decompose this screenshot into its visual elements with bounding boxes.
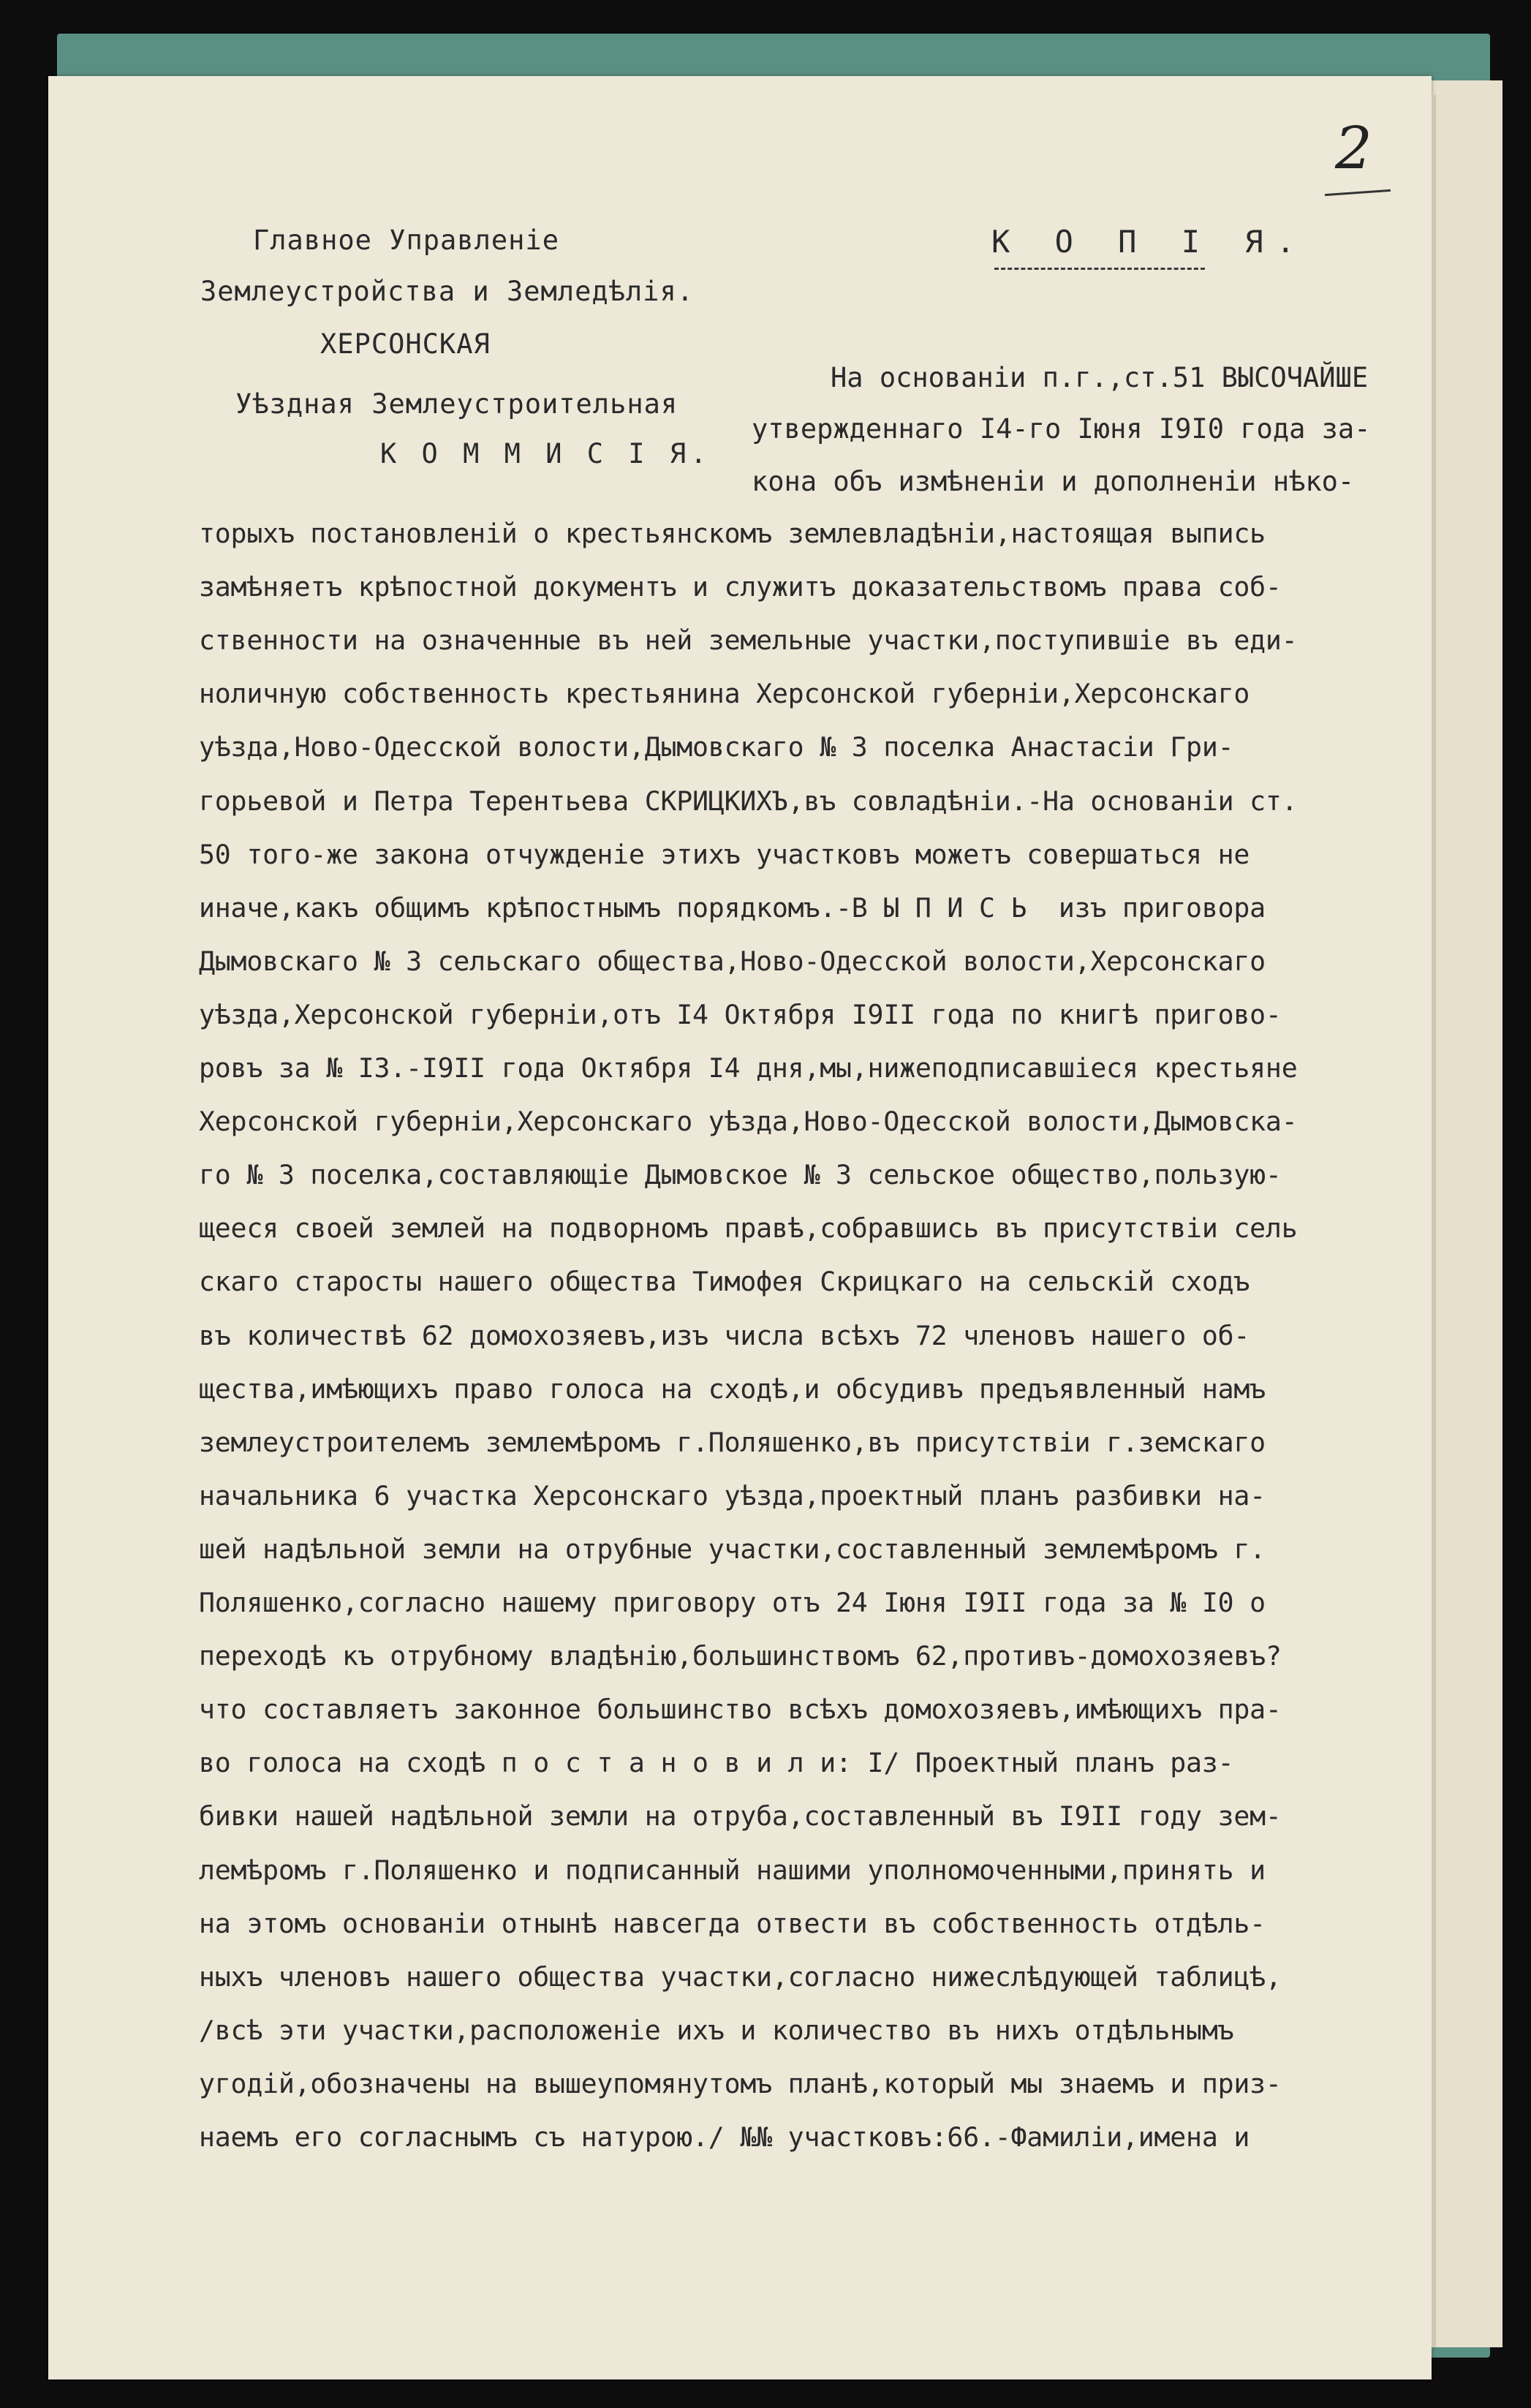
body-line: Дымовскаго № 3 сельскаго общества,Ново-Одесской волости,Херсонскаго xyxy=(199,945,1266,977)
body-line: въ количествѣ 62 домохозяевъ,изъ числа всѣхъ 72 членовъ нашего об- xyxy=(199,1319,1250,1351)
body-line: замѣняетъ крѣпостной документъ и служитъ доказательствомъ права соб- xyxy=(199,571,1282,603)
body-line: что составляетъ законное большинство всѣхъ домохозяевъ,имѣющихъ пра- xyxy=(199,1694,1282,1726)
copy-title: К О П І Я. xyxy=(991,224,1308,260)
body-line: торыхъ постановленій о крестьянскомъ землевладѣніи,настоящая выпись xyxy=(199,518,1266,549)
body-line: землеустроителемъ землемѣромъ г.Поляшенко,въ присутствіи г.земскаго xyxy=(199,1426,1266,1458)
intro-line: На основаніи п.г.,ст.51 ВЫСОЧАЙШЕ xyxy=(831,362,1369,393)
body-line: уѣзда,Херсонской губерніи,отъ I4 Октября I9II года по книгѣ пригово- xyxy=(199,998,1282,1030)
body-line: 50 того-же закона отчужденіе этихъ участковъ можетъ совершаться не xyxy=(199,838,1250,870)
body-line: во голоса на сходѣ п о с т а н о в и л и: I/ Проектный планъ раз- xyxy=(199,1747,1234,1779)
body-line: начальника 6 участка Херсонскаго уѣзда,проектный планъ разбивки на- xyxy=(199,1479,1266,1511)
region-name: ХЕРСОНСКАЯ xyxy=(320,328,491,360)
body-line: Поляшенко,согласно нашему приговору отъ 24 Іюня I9II года за № I0 о xyxy=(199,1587,1266,1618)
body-line: Херсонской губерніи,Херсонскаго уѣзда,Ново-Одесской волости,Дымовска- xyxy=(199,1106,1298,1138)
commission-line-2: К О М М И С І Я. xyxy=(380,438,711,469)
body-line: го № 3 поселка,составляющіе Дымовское № 3 сельское общество,пользую- xyxy=(199,1159,1282,1191)
body-line: иначе,какъ общимъ крѣпостнымъ порядкомъ.-В Ы П И С Ь изъ приговора xyxy=(199,891,1266,924)
body-line: щества,имѣющихъ право голоса на сходѣ,и обсудивъ предъявленный намъ xyxy=(199,1373,1266,1405)
page-number-underline xyxy=(1325,189,1391,196)
body-line: скаго старосты нашего общества Тимофея Скрицкаго на сельскій сходъ xyxy=(199,1266,1250,1298)
body-line: наемъ его согласнымъ съ натурою./ №№ участковъ:66.-Фамиліи,имена и xyxy=(199,2121,1250,2153)
commission-line-1: Уѣздная Землеустроительная xyxy=(235,388,678,420)
body-line: переходѣ къ отрубному владѣнію,большинствомъ 62,противъ-домохозяевъ? xyxy=(199,1640,1282,1672)
body-line: ровъ за № I3.-I9II года Октября I4 дня,мы,нижеподписавшіеся крестьяне xyxy=(199,1052,1298,1084)
body-line: ноличную собственность крестьянина Херсонской губерніи,Херсонскаго xyxy=(199,678,1250,710)
body-line: щееся своей землей на подворномъ правѣ,собравшись въ присутствіи сель xyxy=(199,1212,1298,1245)
body-line: на этомъ основаніи отнынѣ навсегда отвести въ собственность отдѣль- xyxy=(199,1907,1266,1939)
document-sheet xyxy=(48,76,1432,2379)
copy-title-underline xyxy=(994,268,1205,270)
body-line: бивки нашей надѣльной земли на отруба,составленный въ I9II году зем- xyxy=(199,1800,1282,1833)
body-line: /всѣ эти участки,расположеніе ихъ и количество въ нихъ отдѣльнымъ xyxy=(199,2014,1234,2046)
page-number: 2 xyxy=(1335,114,1372,182)
ministry-line-1: Главное Управленіе xyxy=(253,224,559,256)
body-line: горьевой и Петра Терентьева СКРИЦКИХЪ,въ совладѣніи.-На основаніи ст. xyxy=(199,785,1298,817)
body-line: угодій,обозначены на вышеупомянутомъ планѣ,который мы знаемъ и приз- xyxy=(199,2067,1282,2099)
intro-line: утвержденнаго I4-го Іюня I9I0 года за- xyxy=(752,413,1371,445)
body-line: уѣзда,Ново-Одесской волости,Дымовскаго № 3 поселка Анастасіи Гри- xyxy=(199,731,1234,763)
ministry-line-2: Землеустройства и Земледѣлія. xyxy=(200,276,695,307)
body-line: шей надѣльной земли на отрубные участки,составленный землемѣромъ г. xyxy=(199,1533,1266,1565)
body-line: лемѣромъ г.Поляшенко и подписанный нашими уполномоченными,принять и xyxy=(199,1854,1266,1886)
sheet-edge xyxy=(1432,95,1436,2347)
body-line: ныхъ членовъ нашего общества участки,согласно нижеслѣдующей таблицѣ, xyxy=(199,1960,1282,1993)
body-line: ственности на означенные въ ней земельные участки,поступившіе въ еди- xyxy=(199,624,1298,657)
intro-line: кона объ измѣненіи и дополненіи нѣко- xyxy=(752,466,1355,497)
